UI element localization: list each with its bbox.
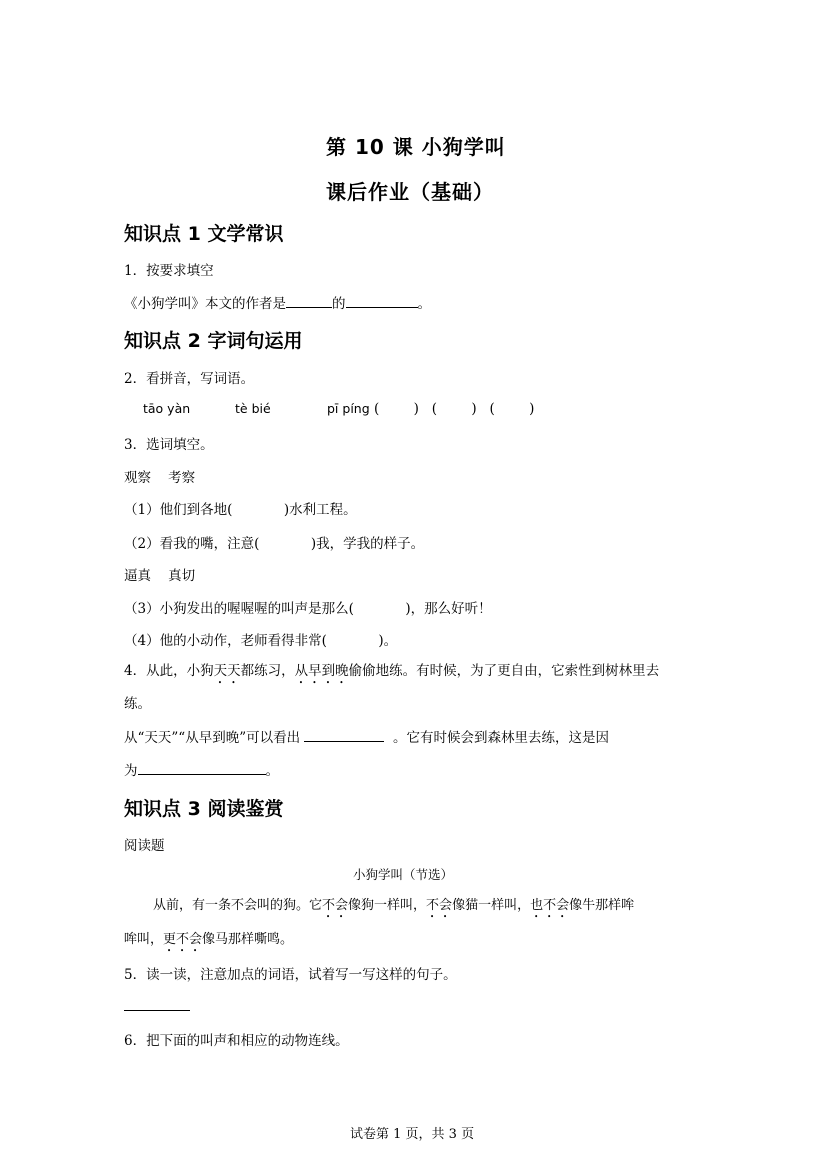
question-4-line-2: 练。 bbox=[124, 696, 151, 712]
emphasis-word: 从早到晚 bbox=[294, 663, 349, 679]
reading-text: 像猫一样叫， bbox=[452, 898, 531, 913]
reading-text: 像狗一样叫， bbox=[348, 898, 427, 913]
answer-blank[interactable] bbox=[286, 293, 332, 308]
question-4-text: 为 bbox=[124, 763, 138, 779]
question-3-item-1: （1）他们到各地( )水利工程。 bbox=[124, 502, 357, 518]
emphasis-word: 也不会 bbox=[530, 898, 570, 913]
reading-text: 从前，有一条不会叫的狗。它 bbox=[153, 898, 323, 913]
question-4-line-1 bbox=[124, 659, 659, 687]
question-4-text: 都练习， bbox=[240, 663, 295, 679]
reading-title: 小狗学叫（节选） bbox=[353, 867, 454, 882]
question-1-stem: 1．按要求填空 bbox=[124, 263, 214, 279]
question-6-stem: 6．把下面的叫声和相应的动物连线。 bbox=[124, 1033, 349, 1049]
question-1-text-b: 的 bbox=[332, 296, 346, 312]
answer-blank[interactable] bbox=[138, 760, 266, 775]
page-subtitle: 课后作业（基础） bbox=[326, 180, 494, 204]
answer-blank[interactable] bbox=[346, 293, 418, 308]
question-2-stem: 2．看拼音，写词语。 bbox=[124, 371, 255, 387]
section-heading-2: 知识点 2 字词句运用 bbox=[124, 330, 303, 352]
question-4-text: 从“天天”“从早到晚”可以看出 bbox=[124, 730, 301, 746]
reading-text: 像马那样嘶鸣。 bbox=[202, 932, 294, 947]
question-4-text: 4．从此，小狗 bbox=[124, 663, 214, 679]
answer-blank[interactable] bbox=[304, 727, 384, 742]
page-title: 第 10 课 小狗学叫 bbox=[326, 135, 506, 159]
question-1-line bbox=[124, 292, 431, 312]
question-4-text: 偷偷地练。有时候，为了更自由，它索性到树林里去 bbox=[348, 663, 660, 679]
question-3-stem: 3．选词填空。 bbox=[124, 437, 214, 453]
question-5-stem: 5．读一读，注意加点的词语，试着写一写这样的句子。 bbox=[124, 967, 457, 983]
question-1-text-a: 《小狗学叫》本文的作者是 bbox=[124, 296, 286, 312]
question-4-text: 。 bbox=[265, 763, 279, 779]
question-3-item-3: （3）小狗发出的喔喔喔的叫声是那么( )，那么好听！ bbox=[124, 601, 492, 617]
question-4-line-4 bbox=[124, 759, 279, 779]
question-4-text: 。它有时候会到森林里去练，这是因 bbox=[393, 730, 609, 746]
pinyin-2: tè bié bbox=[235, 401, 271, 416]
reading-paragraph-line-2 bbox=[124, 928, 293, 955]
emphasis-word: 不会 bbox=[322, 898, 349, 913]
question-3-item-2: （2）看我的嘴，注意( )我，学我的样子。 bbox=[124, 536, 425, 552]
emphasis-word: 天天 bbox=[213, 663, 241, 679]
pinyin-1: tāo yàn bbox=[143, 401, 191, 416]
page-footer: 试卷第 1 页，共 3 页 bbox=[350, 1127, 475, 1142]
reading-text: 像牛那样哞 bbox=[569, 898, 635, 913]
word-pair-2: 逼真 真切 bbox=[124, 568, 196, 584]
section-heading-1: 知识点 1 文学常识 bbox=[124, 223, 284, 245]
question-4-line-3 bbox=[124, 726, 609, 746]
reading-text: 哞叫， bbox=[124, 932, 164, 947]
answer-line[interactable] bbox=[124, 1010, 190, 1011]
reading-label: 阅读题 bbox=[124, 838, 165, 854]
pinyin-answer-parens[interactable]: ( ) ( ) ( ) bbox=[374, 401, 535, 417]
question-1-text-c: 。 bbox=[417, 296, 431, 312]
question-3-item-4: （4）他的小动作，老师看得非常( )。 bbox=[124, 633, 398, 649]
emphasis-word: 不会 bbox=[426, 898, 453, 913]
emphasis-word: 更不会 bbox=[163, 932, 203, 947]
pinyin-3: pī píng bbox=[327, 401, 370, 416]
reading-paragraph-line-1 bbox=[153, 894, 634, 921]
section-heading-3: 知识点 3 阅读鉴赏 bbox=[124, 798, 284, 820]
word-pair-1: 观察 考察 bbox=[124, 470, 196, 486]
